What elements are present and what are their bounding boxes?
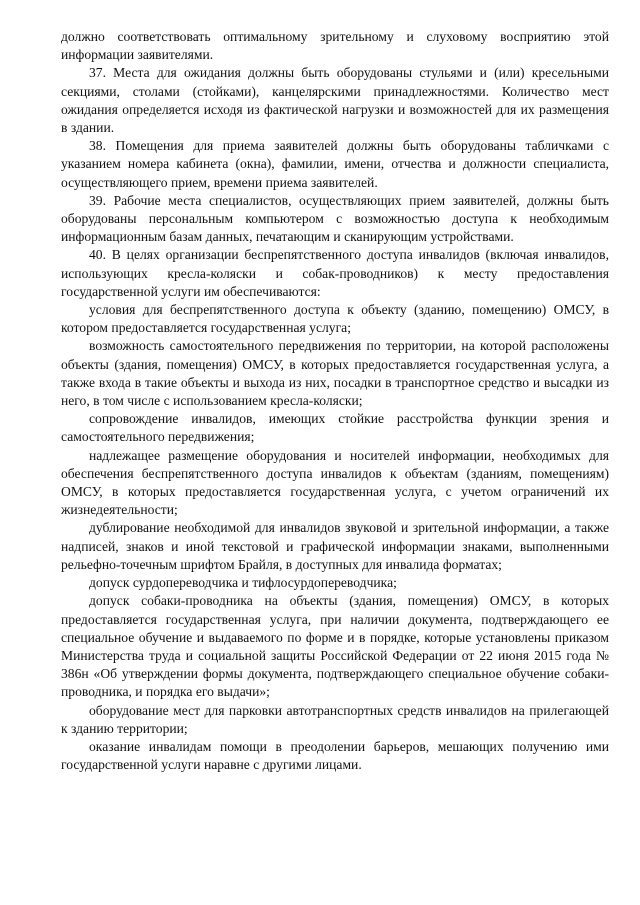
list-item-parking: оборудование мест для парковки автотранспортных средств инвалидов на прилегающей к зданию территории; xyxy=(61,702,609,736)
list-item-assistance: оказание инвалидам помощи в преодолении барьеров, мешающих получению ими государственной услуги наравне с другими лицами. xyxy=(61,738,609,773)
paragraph-38: 38. Помещения для приема заявителей должны быть оборудованы табличками с указанием номера кабинета (окна), фамилии, имени, отчества и должности специалиста, осуществляющего прием, времени приема заявителей. xyxy=(61,138,609,190)
list-item-equipment-placement: надлежащее размещение оборудования и носителей информации, необходимых для обеспечения беспрепятственного доступа инвалидов к объектам (зданиям, помещениям) ОМСУ, в которых предоставляется государственная услуга, с учетом ограничений их жизнедеятельности; xyxy=(61,447,609,518)
list-item-guide-dog: допуск собаки-проводника на объекты (здания, помещения) ОМСУ, в которых предоставляется государственная услуга, при наличии документа, подтверждающего ее специальное обучение и выдаваемого по форме и в порядке, которые установлены приказом Министерства труда и социальной защиты Российской Федерации от 22 июня 2015 года № 386н «Об утверждении формы документа, подтверждающего специальное обучение собаки-проводника, и порядка его выдачи»; xyxy=(61,593,609,700)
document-page xyxy=(61,28,609,774)
list-item-information-duplication: дублирование необходимой для инвалидов звуковой и зрительной информации, а также надписей, знаков и иной текстовой и графической информации знаками, выполненными рельефно-точечным шрифтом Брайля, в доступных для инвалида форматах; xyxy=(61,520,609,572)
paragraph-37: 37. Места для ожидания должны быть оборудованы стульями и (или) кресельными секциями, столами (стойками), канцелярскими принадлежностями. Количество мест ожидания определяется исходя из фактической нагрузки и возможностей для их размещения в здании. xyxy=(61,65,609,136)
list-item-escort: сопровождение инвалидов, имеющих стойкие расстройства функции зрения и самостоятельного передвижения; xyxy=(61,411,609,445)
paragraph-39: 39. Рабочие места специалистов, осуществляющих прием заявителей, должны быть оборудованы персональным компьютером с возможностью доступа к необходимым информационным базам данных, печатающим и сканирующим устройствами. xyxy=(61,192,609,245)
paragraph-40: 40. В целях организации беспрепятственного доступа инвалидов (включая инвалидов, использующих кресла-коляски и собак-проводников) к месту предоставления государственной услуги им обеспечиваются: xyxy=(61,247,609,299)
list-item-access-conditions: условия для беспрепятственного доступа к объекту (зданию, помещению) ОМСУ, в котором предоставляется государственная услуга; xyxy=(61,302,609,336)
list-item-movement: возможность самостоятельного передвижения по территории, на которой расположены объекты (здания, помещения) ОМСУ, в которых предоставляется государственная услуга, а также входа в такие объекты и выхода из них, посадки в транспортное средство и высадки из него, в том числе с использованием кресла-коляски; xyxy=(61,338,609,409)
list-item-sign-interpreter: допуск сурдопереводчика и тифлосурдопереводчика; xyxy=(89,575,397,591)
paragraph-continuation: должно соответствовать оптимальному зрительному и слуховому восприятию этой информации заявителями. xyxy=(61,29,609,63)
